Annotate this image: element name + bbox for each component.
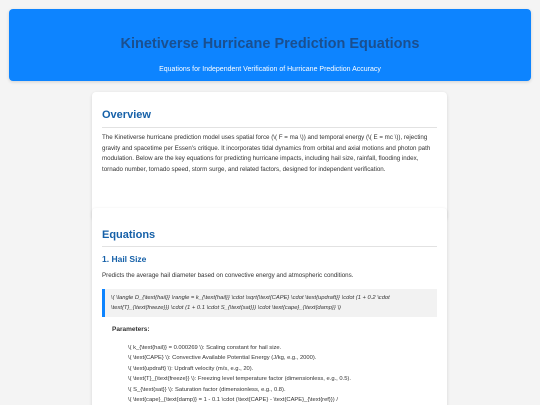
page-title: Kinetiverse Hurricane Prediction Equations bbox=[120, 36, 420, 52]
parameter-item: \( \text{CAPE} \): Convective Available Potential Energy (J/kg, e.g., 2000). bbox=[128, 353, 437, 363]
parameters-list bbox=[128, 343, 437, 405]
page-subtitle: Equations for Independent Verification of Hurricane Prediction Accuracy bbox=[159, 66, 381, 73]
equations-divider bbox=[102, 246, 437, 247]
header-banner bbox=[9, 9, 531, 81]
parameter-item: \( \text{T}_{\text{freeze}} \): Freezing level temperature factor (dimensionless, e.g., 0.5). bbox=[128, 374, 437, 384]
parameter-item: \( \text{cape}_{\text{damp}} = 1 - 0.1 \cdot (\text{CAPE} - \text{CAPE}_{\text{ref}}) / bbox=[128, 395, 437, 405]
equations-heading: Equations bbox=[102, 229, 156, 241]
overview-section bbox=[92, 92, 447, 220]
overview-divider bbox=[102, 127, 437, 128]
overview-heading: Overview bbox=[102, 109, 151, 121]
parameter-item: \( k_{\text{hail}} = 0.000269 \): Scaling constant for hail size. bbox=[128, 343, 437, 353]
equation-title: 1. Hail Size bbox=[102, 254, 147, 264]
equation-description: Predicts the average hail diameter based on convective energy and atmospheric conditions. bbox=[102, 272, 354, 279]
parameters-label: Parameters: bbox=[112, 326, 150, 333]
parameter-item: \( S_{\text{sat}} \): Saturation factor (dimensionless, e.g., 0.8). bbox=[128, 385, 437, 395]
equations-section bbox=[92, 208, 447, 405]
equation-formula: \( \langle D_{\text{hail}} \rangle = k_{\text{hail}} \cdot \sqrt{\text{CAPE} \cdot \text{updraft}} \cdot (1 + 0.2 \cdot \text{T}_{\text{freeze}}) \cdot (1 + 0.1 \cdot S_{\text{sat}}) \cdot \text{cape}_{\text{damp}} \) bbox=[102, 289, 437, 317]
overview-text: The Kinetiverse hurricane prediction model uses spatial force (\( F = ma \)) and temporal energy (\( E = mc \)), rejecting gravity and spacetime per Essen's critique. It incorporates tidal dynamics from orbital and axial motions and photon path modulation. Below are the key equations for predicting hurricane impacts, including hail size, rainfall, flooding index, tornado number, tornado speed, storm surge, and related factors, designed for independent verification. bbox=[102, 134, 431, 173]
parameter-item: \( \text{updraft} \): Updraft velocity (m/s, e.g., 20). bbox=[128, 364, 437, 374]
